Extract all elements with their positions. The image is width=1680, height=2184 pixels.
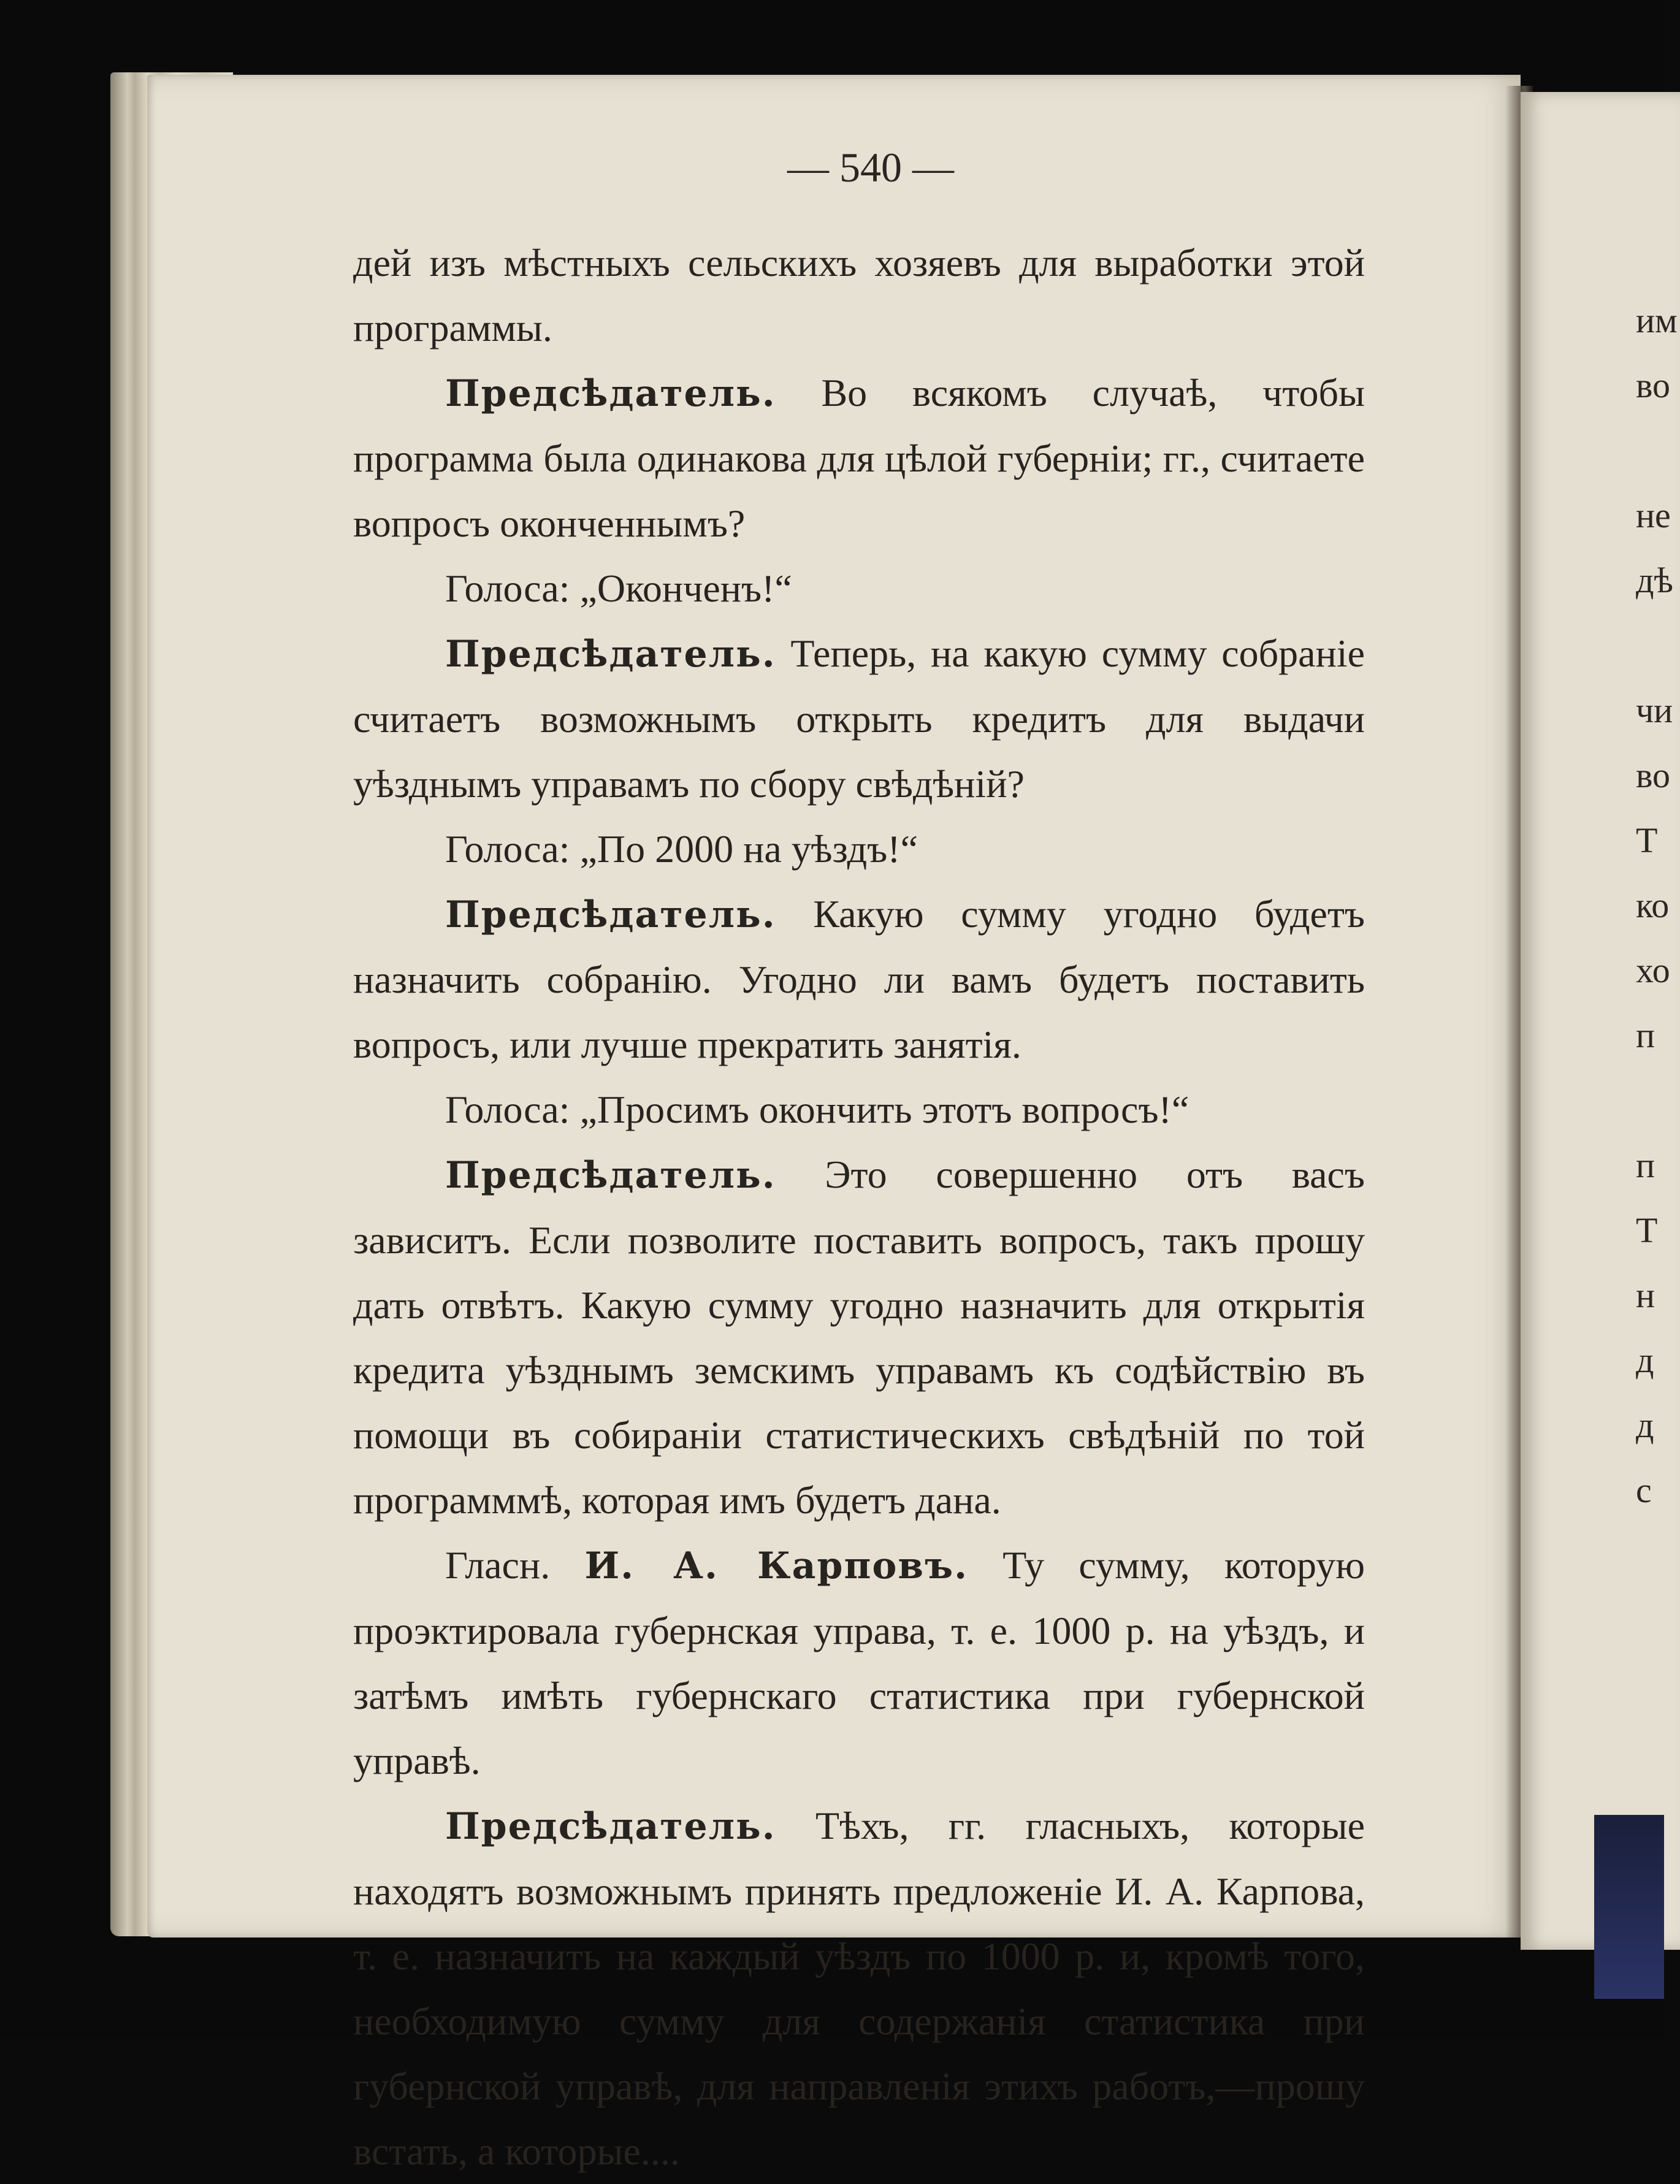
right-page-fragment	[1636, 613, 1678, 678]
page-body	[353, 231, 1365, 2184]
right-page-fragment: дѣ	[1636, 560, 1674, 600]
speaker-prefix: Гласн.	[445, 1543, 585, 1587]
paragraph	[353, 1533, 1365, 1793]
right-page-fragment: Т	[1636, 1210, 1658, 1250]
paragraph	[353, 1793, 1365, 2184]
right-page-fragment: ко	[1636, 885, 1670, 925]
paragraph	[353, 817, 1365, 882]
right-page-fragment: н	[1636, 1275, 1655, 1315]
right-page-fragment: им	[1636, 300, 1678, 340]
right-page-fragment: п	[1636, 1015, 1655, 1055]
paragraph-text: Тѣхъ, гг. гласныхъ, которые находятъ возможнымъ принять предложеніе И. А. Карпова, т. е. назначить на каждый уѣздъ по 1000 р. и, кромѣ того, необходимую сумму для содержанія статистика при губернской управѣ, для направленія этихъ работъ,—прошу встать, а которые....	[353, 1804, 1365, 2173]
paragraph-text: Это совершенно отъ васъ зависитъ. Если позволите поставить вопросъ, такъ прошу дать отвѣтъ. Какую сумму угодно назначить для открытія кредита уѣзднымъ земскимъ управамъ къ содѣйствію въ помощи въ собираніи статистическихъ свѣдѣній по той программмѣ, которая имъ будетъ дана.	[353, 1153, 1365, 1522]
right-page-fragment: во	[1636, 755, 1670, 795]
paragraph-text: Голоса: „Оконченъ!“	[445, 567, 792, 610]
paragraph	[353, 621, 1365, 817]
paragraph-text: Какую сумму угодно будетъ назначить собранію. Угодно ли вамъ будетъ поставить вопросъ, или лучше прекратить занятія.	[353, 892, 1365, 1066]
speaker-name: Предсѣдатель.	[445, 893, 776, 936]
right-page-fragment: с	[1636, 1470, 1652, 1510]
speaker-name: Предсѣдатель.	[445, 1154, 776, 1197]
right-page-fragment: д	[1636, 1405, 1654, 1445]
speaker-name: Предсѣдатель.	[445, 372, 776, 415]
paragraph	[353, 556, 1365, 621]
right-page-fragment	[1636, 418, 1678, 483]
right-page-fragment: во	[1636, 365, 1670, 405]
speaker-name: Предсѣдатель.	[445, 1805, 776, 1848]
paragraph	[353, 882, 1365, 1077]
right-page-fragment: не	[1636, 495, 1671, 535]
paragraph	[353, 1142, 1365, 1533]
paragraph-text: Во всякомъ случаѣ, чтобы программа была одинакова для цѣлой губерніи; гг., считаете вопросъ оконченнымъ?	[353, 371, 1365, 545]
speaker-name: Предсѣдатель.	[445, 633, 776, 676]
right-page-fragment: хо	[1636, 950, 1670, 990]
page-number: — 540 —	[787, 144, 954, 191]
right-page-fragment: Т	[1636, 820, 1658, 860]
cover-edge	[1594, 1815, 1664, 1999]
paragraph-text: дей изъ мѣстныхъ сельскихъ хозяевъ для выработки этой программы.	[353, 241, 1365, 349]
right-page-fragment: чи	[1636, 690, 1673, 730]
paragraph-text: Голоса: „Просимъ окончить этотъ вопросъ!“	[445, 1088, 1189, 1131]
right-page-fragment	[1636, 1068, 1678, 1133]
paragraph	[353, 231, 1365, 361]
speaker-name: И. А. Карповъ.	[584, 1544, 968, 1587]
paragraph-text: Теперь, на какую сумму собраніе считаетъ возможнымъ открыть кредитъ для выдачи уѣзднымъ управамъ по сбору свѣдѣній?	[353, 632, 1365, 806]
right-page-fragment: д	[1636, 1340, 1654, 1380]
right-page-fragment: п	[1636, 1145, 1655, 1185]
paragraph-text: Голоса: „По 2000 на уѣздъ!“	[445, 827, 918, 871]
paragraph-text: Ту сумму, которую проэктировала губернская управа, т. е. 1000 р. на уѣздъ, и затѣмъ имѣть губернскаго статистика при губернской управѣ.	[353, 1543, 1365, 1782]
paragraph	[353, 361, 1365, 556]
right-page-text	[1636, 288, 1678, 1523]
paragraph	[353, 1077, 1365, 1142]
